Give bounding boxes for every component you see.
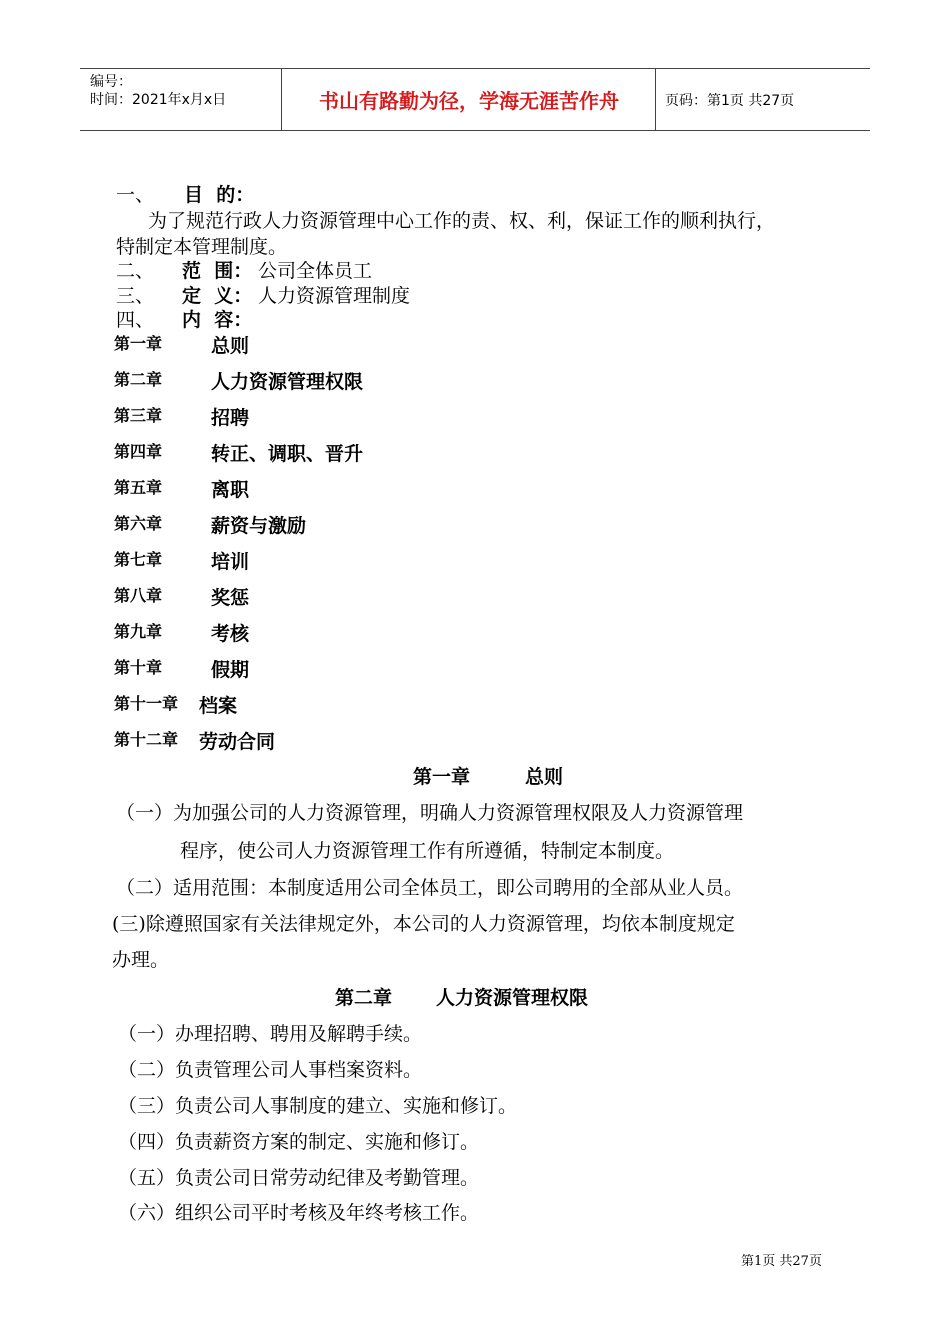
document-date: 时间：2021年x月x日 [90,92,227,108]
chapter-number: 第十章 [114,658,163,677]
chapter-2-item: （二）负责管理公司人事档案资料。 [118,1059,423,1081]
chapter-list-item [114,691,238,717]
chapter-title: 转正、调职、晋升 [211,443,364,465]
section-title: 范 围： [182,260,253,282]
chapter-title: 离职 [211,479,250,501]
chapter-2-heading [335,983,589,1010]
section-3-heading [116,281,411,308]
chapter-heading-title: 总则 [525,766,564,788]
chapter-number: 第十二章 [114,730,179,749]
section-text: 人力资源管理制度 [258,285,411,307]
chapter-list-item [114,367,364,393]
section-4-heading [116,305,253,332]
chapter-title: 薪资与激励 [211,515,307,537]
chapter-title: 考核 [211,623,250,645]
chapter-number: 第九章 [114,622,163,641]
chapter-list-item [114,619,250,645]
section-2-heading [116,256,373,283]
chapter-heading-number: 第二章 [335,987,393,1009]
chapter-2-item: （六）组织公司平时考核及年终考核工作。 [118,1202,480,1224]
section-number: 三、 [116,285,155,307]
chapter-list-item [114,547,250,573]
chapter-1-paragraph-line: （一）为加强公司的人力资源管理，明确人力资源管理权限及人力资源管理 [116,802,744,824]
chapter-1-paragraph: （二）适用范围：本制度适用公司全体员工，即公司聘用的全部从业人员。 [116,877,744,899]
chapter-1-paragraph-line: 办理。 [112,949,170,971]
chapter-2-item: （三）负责公司人事制度的建立、实施和修订。 [118,1095,518,1117]
header-page-number: 页码：第1页 共27页 [665,92,795,109]
section-1-heading [116,180,255,207]
chapter-title: 人力资源管理权限 [211,371,364,393]
chapter-heading-number: 第一章 [413,766,471,788]
chapter-number: 第七章 [114,550,163,569]
chapter-number: 第八章 [114,586,163,605]
chapter-number: 第三章 [114,406,163,425]
chapter-list-item [114,655,250,681]
page-footer: 第1页 共27页 [741,1254,822,1269]
section-title: 内 容： [182,309,253,331]
chapter-list-item [114,583,250,609]
chapter-number: 第六章 [114,514,163,533]
chapter-number: 第一章 [114,334,163,353]
chapter-title: 档案 [199,695,238,717]
chapter-title: 招聘 [211,407,250,429]
section-1-body-line: 为了规范行政人力资源管理中心工作的责、权、利，保证工作的顺利执行， [148,210,776,232]
chapter-2-item: （四）负责薪资方案的制定、实施和修订。 [118,1131,480,1153]
chapter-list-item [114,403,250,429]
section-number: 一、 [116,184,155,206]
chapter-number: 第五章 [114,478,163,497]
header-meta [90,73,226,109]
document-number-label: 编号： [90,74,132,90]
chapter-title: 假期 [211,659,250,681]
chapter-list-item [114,511,307,537]
chapter-title: 培训 [211,551,250,573]
chapter-list-item [114,331,250,357]
chapter-list-item [114,475,250,501]
section-title: 目 的： [184,184,255,206]
section-title: 定 义： [182,285,253,307]
chapter-2-item: （五）负责公司日常劳动纪律及考勤管理。 [118,1167,480,1189]
header-divider [655,69,656,130]
chapter-title: 劳动合同 [199,731,276,753]
chapter-number: 第四章 [114,442,163,461]
chapter-1-heading [413,762,564,789]
chapter-title: 总则 [211,335,250,357]
chapter-number: 第二章 [114,370,163,389]
header-motto: 书山有路勤为径，学海无涯苦作舟 [319,89,619,113]
section-number: 二、 [116,260,155,282]
chapter-list-item [114,439,364,465]
document-header [80,68,870,131]
chapter-number: 第十一章 [114,694,179,713]
section-text: 公司全体员工 [258,260,373,282]
section-1-body-line: 特制定本管理制度。 [116,236,288,258]
chapter-1-paragraph-line: 程序，使公司人力资源管理工作有所遵循，特制定本制度。 [180,840,675,862]
chapter-list-item [114,727,276,753]
section-number: 四、 [116,309,155,331]
chapter-2-item: （一）办理招聘、聘用及解聘手续。 [118,1023,423,1045]
chapter-heading-title: 人力资源管理权限 [436,987,589,1009]
chapter-title: 奖惩 [211,587,250,609]
chapter-1-paragraph-line: (三)除遵照国家有关法律规定外，本公司的人力资源管理，均依本制度规定 [112,913,735,935]
